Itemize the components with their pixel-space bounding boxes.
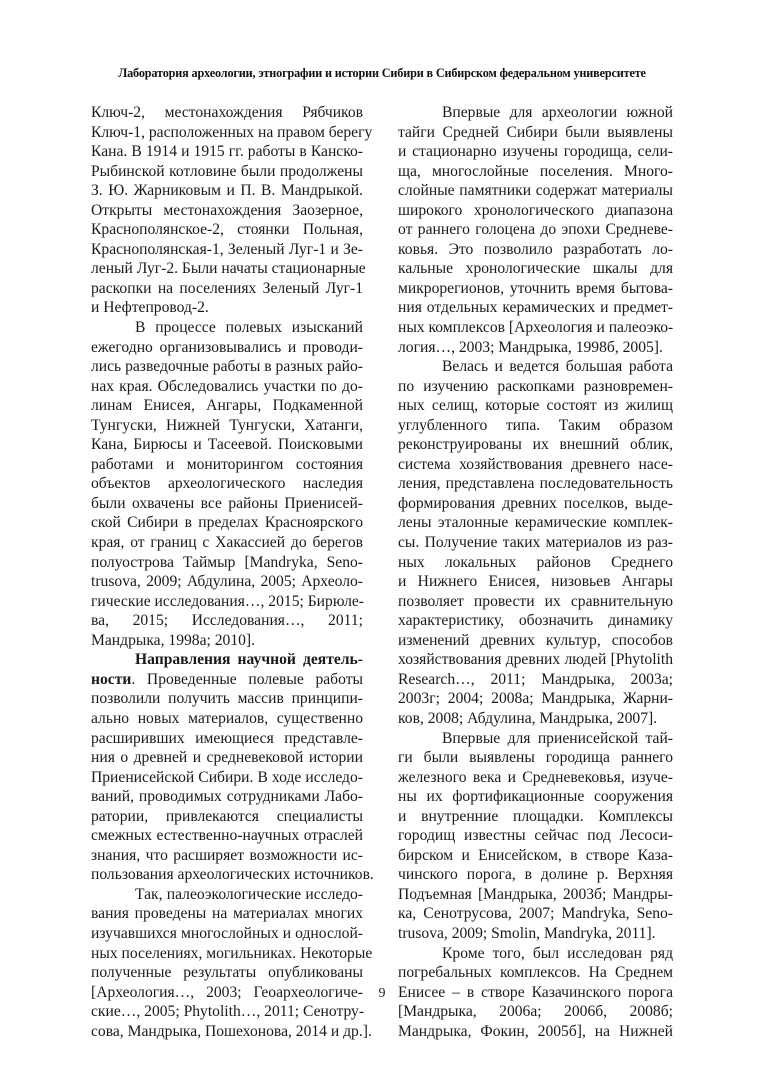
text-line: слойные памятники содержат материалы	[398, 182, 673, 200]
text-line: Подъемная [Мандрыка, 2003б; Мандры-	[398, 885, 673, 903]
text-line: Кана, Бирюсы и Тасеевой. Поисковыми	[91, 436, 363, 454]
text-line: погребальных комплексов. На Среднем	[398, 964, 673, 982]
text-line: Енисее – в створе Казачинского порога	[398, 983, 673, 1001]
text-line: линам Енисея, Ангары, Подкаменной	[91, 397, 363, 415]
text-line: Мандрыка, 1998а; 2010].	[91, 631, 256, 649]
text-line: ны их фортификационные сооружения	[398, 788, 673, 806]
text-line: формирования древних поселков, выде-	[398, 494, 673, 512]
text-line: trusova, 2009; Абдулина, 2005; Археоло-	[91, 573, 363, 591]
text-line: пользования археологических источников.	[91, 866, 374, 884]
text-line: сова, Мандрыка, Пошехонова, 2014 и др.].	[91, 1022, 372, 1040]
text-line: ка, Сенотрусова, 2007; Mandryka, Seno-	[398, 905, 673, 923]
text-line: Впервые для приенисейской тай-	[442, 729, 673, 747]
text-line: ские…, 2005; Phytolith…, 2011; Сенотру-	[91, 1003, 365, 1021]
text-line: реконструированы их внешний облик,	[398, 436, 673, 454]
text-line: характеристику, обозначить динамику	[398, 612, 673, 630]
text-line: смежных естественно-научных отраслей	[91, 827, 363, 845]
text-line: полуострова Таймыр [Mandryka, Seno-	[91, 553, 363, 571]
text-line: З. Ю. Жарниковым и П. В. Мандрыкой.	[91, 182, 363, 200]
text-line: Краснополянская-1, Зеленый Луг-1 и Зе-	[91, 240, 363, 258]
text-line: ных поселениях, могильниках. Некоторые	[91, 944, 373, 962]
text-line: ных комплексов [Археология и палеоэко-	[398, 319, 674, 337]
text-line: знания, что расширяет возможности ис-	[91, 846, 363, 864]
text-line: гические исследования…, 2015; Бирюле-	[91, 592, 364, 610]
text-line: лены эталонные керамические комплек-	[398, 514, 673, 532]
text-line: Research…, 2011; Мандрыка, 2003а;	[398, 670, 673, 688]
text-line: [Мандрыка, 2006а; 2006б, 2008б;	[398, 1003, 673, 1021]
text-line: ской Сибири в пределах Красноярского	[91, 514, 363, 532]
text-line: Кана. В 1914 и 1915 гг. работы в Канско-	[91, 143, 363, 161]
text-line: работами и мониторингом состояния	[91, 455, 363, 473]
text-line: система хозяйствования древнего насе-	[398, 455, 673, 473]
text-line: Краснополянское-2, стоянки Польная,	[91, 221, 363, 239]
text-line: ных локальных районов Среднего	[398, 553, 673, 571]
text-line: нах края. Обследовались участки по до-	[91, 377, 363, 395]
text-line: ги были выявлены городища раннего	[398, 749, 673, 767]
text-line: Кроме того, был исследован ряд	[442, 944, 673, 962]
text-line: trusova, 2009; Smolin, Mandryka, 2011].	[398, 924, 656, 942]
text-line: бирском и Енисейском, в створе Каза-	[398, 846, 673, 864]
text-line: ления, представлена последовательность	[398, 475, 673, 493]
text-line: Направления научной деятель-	[135, 651, 363, 669]
text-line: ально новых материалов, существенно	[91, 709, 363, 727]
left-column	[91, 103, 374, 1041]
text-line: ния отдельных керамических и предмет-	[398, 299, 673, 317]
right-column	[398, 103, 673, 1041]
text-line: Впервые для археологии южной	[442, 104, 673, 121]
text-line: и Нефтепровод-2.	[91, 299, 209, 317]
text-line: [Археология…, 2003; Геоархеологиче-	[91, 983, 363, 1001]
text-line: чинского порога, в долине р. Верхняя	[398, 866, 673, 884]
text-line: углубленного типа. Таким образом	[398, 416, 673, 434]
text-line: ния о древней и средневековой истории	[91, 749, 363, 767]
text-line: были охвачены все районы Приенисей-	[91, 494, 363, 512]
text-line: от раннего голоцена до эпохи Средневе-	[398, 221, 673, 239]
text-line: железного века и Средневековья, изуче-	[398, 768, 673, 786]
text-line: сы. Получение таких материалов из раз-	[398, 534, 673, 552]
text-line	[91, 670, 363, 690]
text-line: Мандрыка, Фокин, 2005б], на Нижней	[398, 1022, 673, 1040]
text-line: полученные результаты опубликованы	[91, 964, 363, 982]
text-line: края, от границ с Хакассией до берегов	[91, 534, 363, 552]
text-line: вания проведены на материалах многих	[91, 905, 363, 923]
text-line: ков, 2008; Абдулина, Мандрыка, 2007].	[398, 709, 658, 727]
text-line: расширивших имеющиеся представле-	[91, 729, 363, 747]
text-line: Велась и ведется большая работа	[442, 358, 673, 376]
text-line: изучавшихся многослойных и однослой-	[91, 924, 363, 942]
text-line: позволили получить массив принципи-	[91, 690, 363, 708]
text-line: ратории, привлекаются специалисты	[91, 807, 363, 825]
text-line: микрорегионов, уточнить время бытова-	[398, 279, 673, 297]
text-line: кальные хронологические шкалы для	[398, 260, 673, 278]
text-line: широкого хронологического диапазона	[398, 201, 673, 219]
text-line: ваний, проводимых сотрудниками Лабо-	[91, 788, 363, 806]
text-line: Приенисейской Сибири. В ходе исследо-	[91, 768, 363, 786]
text-line: позволяет провести их сравнительную	[398, 592, 673, 610]
text-line: лись разведочные работы в разных райо-	[91, 358, 363, 376]
text-line: леный Луг-2. Были начаты стационарные	[91, 260, 366, 278]
text-line: по изучению раскопками разновремен-	[398, 377, 673, 395]
page-number: 9	[378, 986, 386, 1001]
text-line: объектов археологического наследия	[91, 475, 363, 493]
text-line: ных селищ, которые состоят из жилищ	[398, 397, 673, 415]
text-line: ща, многослойные поселения. Много-	[398, 162, 673, 180]
text-line: и внутренние площадки. Комплексы	[398, 807, 673, 825]
text-line: изменений древних культур, способов	[398, 631, 673, 649]
text-line: ежегодно организовывались и проводи-	[91, 338, 363, 356]
text-line: В процессе полевых изысканий	[135, 319, 363, 337]
text-line: и стационарно изучены городища, сели-	[398, 143, 673, 161]
text-line: ковья. Это позволило разработать ло-	[398, 240, 673, 258]
text-line: Рыбинской котловине были продолжены	[91, 162, 363, 180]
text-line: хозяйствования древних людей [Phytolith	[398, 651, 673, 669]
text-line: Ключ-2, местонахождения Рябчиков	[91, 104, 363, 121]
text-line: раскопки на поселениях Зеленый Луг-1	[91, 279, 363, 297]
text-line: Открыты местонахождения Заозерное,	[91, 201, 363, 219]
text-line: городищ известны сейчас под Лесоси-	[398, 827, 673, 845]
text-fragment: . Проведенные полевые работы	[131, 670, 363, 688]
text-line: Тунгуски, Нижней Тунгуски, Хатанги,	[91, 416, 363, 434]
text-line: Так, палеоэкологические исследо-	[135, 885, 363, 903]
section-heading-fragment: ности	[91, 670, 132, 688]
running-header: Лаборатория археологии, этнографии и истории Сибири в Сибирском федеральном университете	[118, 66, 646, 80]
text-line: логия…, 2003; Мандрыка, 1998б, 2005].	[398, 338, 663, 356]
text-line: тайги Средней Сибири были выявлены	[398, 123, 673, 141]
text-line: Ключ-1, расположенных на правом берегу	[91, 123, 373, 141]
text-line: и Нижнего Енисея, низовьев Ангары	[398, 573, 673, 591]
text-line: 2003г; 2004; 2008а; Мандрыка, Жарни-	[398, 690, 673, 708]
text-line: ва, 2015; Исследования…, 2011;	[91, 612, 363, 630]
